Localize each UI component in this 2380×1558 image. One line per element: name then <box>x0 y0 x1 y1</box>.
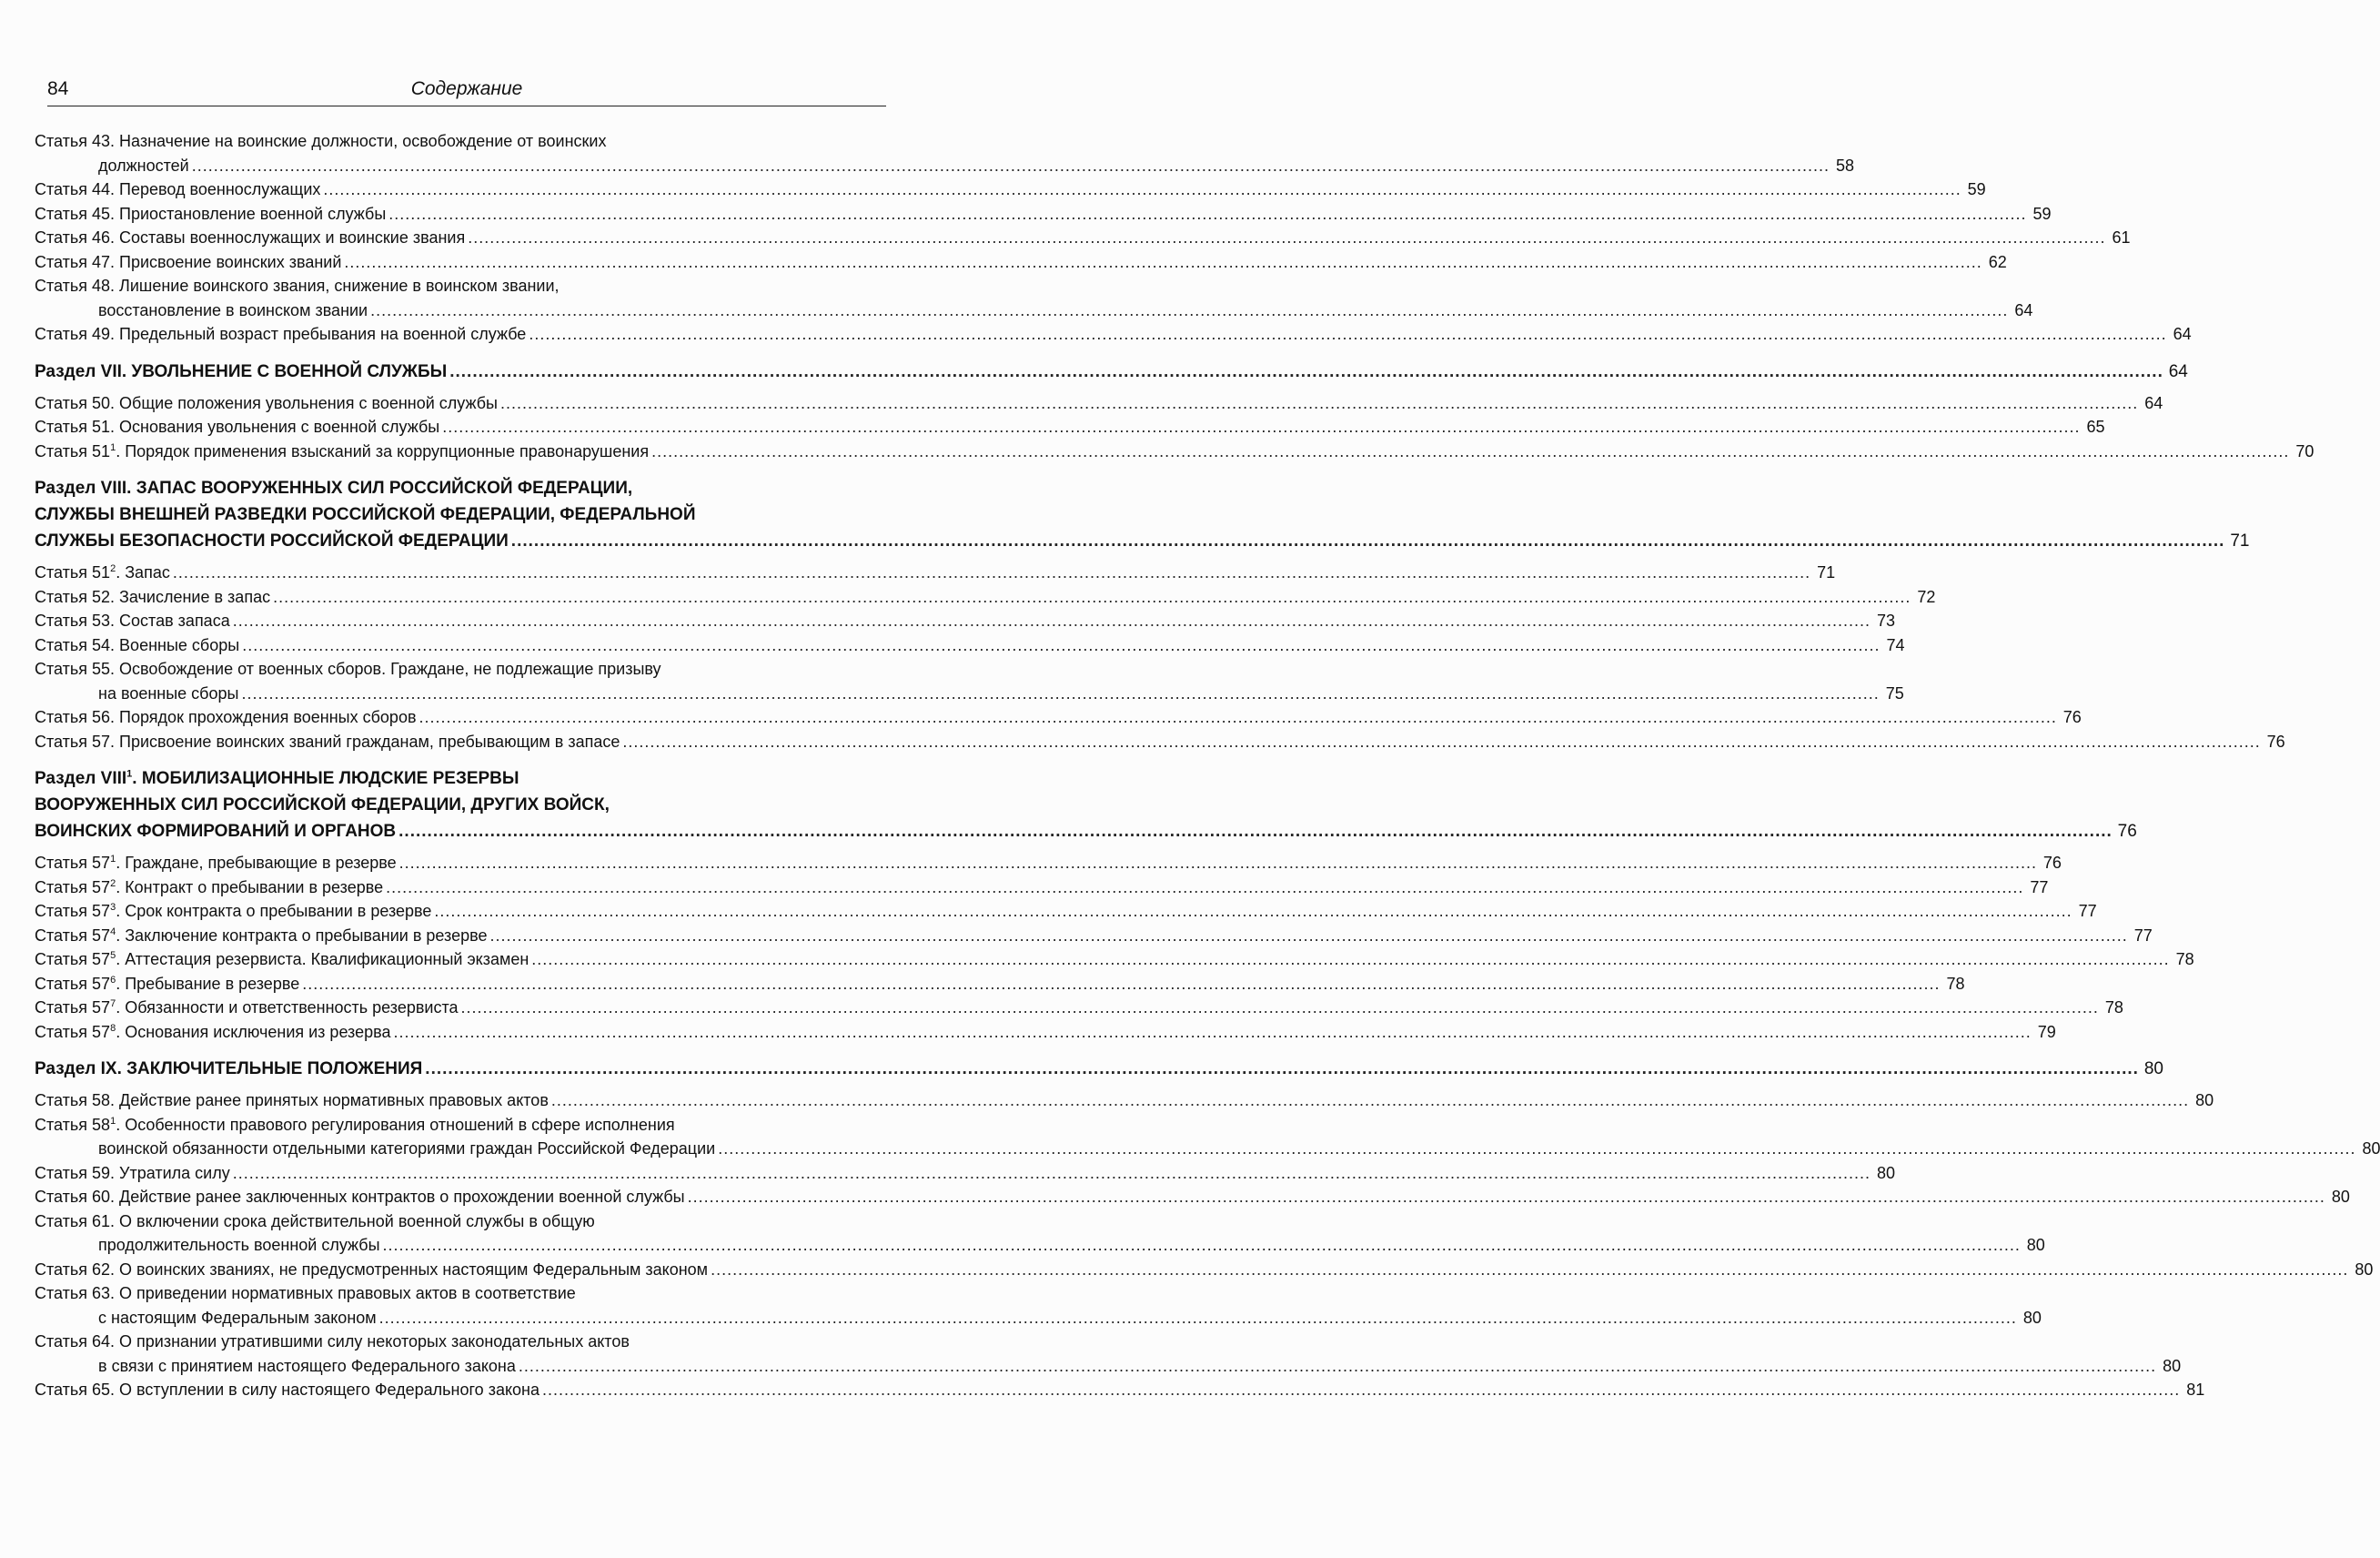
toc-page-number: 71 <box>1817 563 1836 582</box>
toc-page-number: 65 <box>2086 418 2105 436</box>
toc-superscript: 6 <box>110 974 116 986</box>
toc-page-number: 61 <box>2112 228 2131 247</box>
toc-entry <box>35 947 2194 972</box>
toc-entry-text: Раздел VIII$^1$. МОБИЛИЗАЦИОННЫЕ ЛЮДСКИЕ РЕЗЕРВЫ <box>35 768 519 788</box>
toc-page-number: 73 <box>1876 612 1896 630</box>
toc-entry-text: продолжительность военной службы <box>98 1236 380 1254</box>
toc-entry-text: Статья 44. Перевод военнослужащих <box>35 180 321 198</box>
toc-page-number: 77 <box>2030 877 2049 896</box>
toc-page-number: 59 <box>1967 180 1986 198</box>
toc-page-number: 77 <box>2133 926 2153 945</box>
toc-superscript: 8 <box>110 1022 116 1034</box>
toc-superscript: 1 <box>110 1115 116 1127</box>
dot-leader: ............................................................................................................................................................................................................................................................................................................ <box>687 1188 2325 1206</box>
toc-entry <box>35 1258 2374 1282</box>
toc-entry-text: на военные сборы <box>98 683 239 703</box>
toc-entry <box>35 1330 2182 1378</box>
page-header <box>47 76 886 106</box>
toc-superscript: 5 <box>110 950 116 961</box>
toc-entry-text: Статья 48. Лишение воинского звания, снижение в воинском звании, <box>35 277 560 295</box>
dot-leader: ............................................................................................................................................................................................................................................................................................................ <box>323 180 1961 198</box>
toc-page-number: 59 <box>2032 204 2052 223</box>
dot-leader: ............................................................................................................................................................................................................................................................................................................ <box>232 612 1871 630</box>
toc-page-number: 70 <box>2295 441 2314 460</box>
toc-section <box>35 765 2137 845</box>
dot-leader: ............................................................................................................................................................................................................................................................................................................ <box>273 587 1911 606</box>
toc-entry <box>35 1088 2214 1113</box>
toc-entry-text: восстановление в воинском звании <box>98 300 368 319</box>
toc-page-number: 76 <box>2117 822 2137 841</box>
toc-page-number: 64 <box>2014 300 2033 319</box>
toc-entry-text: Статья 47. Присвоение воинских званий <box>35 252 342 271</box>
dot-leader: ............................................................................................................................................................................................................................................................................................................ <box>518 1356 2157 1375</box>
toc-page-number: 76 <box>2062 708 2082 726</box>
toc-entry <box>35 1209 2045 1258</box>
dot-leader: ............................................................................................................................................................................................................................................................................................................ <box>529 325 2167 343</box>
dot-leader: ............................................................................................................................................................................................................................................................................................................ <box>651 441 2290 460</box>
toc-entry-text: Статья 52. Зачисление в запас <box>35 587 271 606</box>
dot-leader: ............................................................................................................................................................................................................................................................................................................ <box>434 902 2072 920</box>
toc-entry-text: Статья $57^5$. Аттестация резервиста. Квалификационный экзамен <box>35 950 529 968</box>
toc-section <box>35 475 2250 554</box>
toc-entry <box>35 274 2033 322</box>
toc-superscript: 7 <box>110 998 116 1009</box>
toc-page-number: 64 <box>2144 393 2163 412</box>
dot-leader: ............................................................................................................................................................................................................................................................................................................ <box>344 252 1982 271</box>
toc-entry <box>35 415 2105 440</box>
dot-leader: ............................................................................................................................................................................................................................................................................................................ <box>382 1236 2021 1254</box>
toc-entry <box>35 705 2082 730</box>
toc-entry-text: Статья 60. Действие ранее заключенных контрактов о прохождении военной службы <box>35 1188 685 1206</box>
toc-page-number: 78 <box>2175 950 2194 968</box>
toc-page-number: 80 <box>2026 1236 2045 1254</box>
dot-leader: ............................................................................................................................................................................................................................................................................................................ <box>302 974 1941 993</box>
toc-entry-text: Статья $57^3$. Срок контракта о пребывании в резерве <box>35 902 432 920</box>
dot-leader: ............................................................................................................................................................................................................................................................................................................ <box>232 1163 1871 1182</box>
toc-entry-text: Статья $57^1$. Граждане, пребывающие в резерве <box>35 854 397 872</box>
toc-entry-text: Статья $57^4$. Заключение контракта о пребывании в резерве <box>35 926 488 945</box>
dot-leader: ............................................................................................................................................................................................................................................................................................................ <box>622 732 2261 751</box>
toc-entry <box>35 322 2192 347</box>
dot-leader: ............................................................................................................................................................................................................................................................................................................ <box>398 854 2037 872</box>
toc-entry-text: СЛУЖБЫ ВНЕШНЕЙ РАЗВЕДКИ РОССИЙСКОЙ ФЕДЕРАЦИИ, ФЕДЕРАЛЬНОЙ <box>35 505 696 524</box>
toc-entry-text: должностей <box>98 156 189 175</box>
toc-entry-text: Раздел VII. УВОЛЬНЕНИЕ С ВОЕННОЙ СЛУЖБЫ <box>35 361 448 381</box>
toc-superscript: 2 <box>110 877 116 889</box>
toc-entry <box>35 633 1905 658</box>
dot-leader: ............................................................................................................................................................................................................................................................................................................ <box>449 361 2163 381</box>
toc-page-number: 76 <box>2266 732 2285 751</box>
dot-leader: ............................................................................................................................................................................................................................................................................................................ <box>542 1381 2181 1399</box>
toc-entry <box>35 1185 2350 1209</box>
toc-entry <box>35 250 2007 275</box>
toc-entry <box>35 851 2062 875</box>
dot-leader: ............................................................................................................................................................................................................................................................................................................ <box>550 1091 2190 1109</box>
toc-entry-text: в связи с принятием настоящего Федерального закона <box>98 1356 516 1375</box>
toc-entry-text: Статья 64. О признании утратившими силу некоторых законодательных актов <box>35 1332 630 1351</box>
toc-superscript: 1 <box>110 854 116 865</box>
dot-leader: ............................................................................................................................................................................................................................................................................................................ <box>378 1308 2017 1327</box>
toc-entry-text: Статья $57^7$. Обязанности и ответственность резервиста <box>35 998 459 1017</box>
toc-entry-text: Статья 43. Назначение на воинские должности, освобождение от воинских <box>35 132 607 150</box>
dot-leader: ............................................................................................................................................................................................................................................................................................................ <box>425 1059 2139 1078</box>
dot-leader: ............................................................................................................................................................................................................................................................................................................ <box>499 393 2139 412</box>
toc-page-number: 64 <box>2173 325 2192 343</box>
toc-entry-text: Статья 46. Составы военнослужащих и воинские звания <box>35 228 466 247</box>
toc-entry <box>35 1113 2380 1161</box>
toc-entry <box>35 177 1986 202</box>
dot-leader: ............................................................................................................................................................................................................................................................................................................ <box>531 950 2170 968</box>
toc-page-number: 77 <box>2078 902 2097 920</box>
toc-entry <box>35 1378 2205 1402</box>
toc-page-number: 80 <box>2355 1260 2374 1279</box>
toc-page-number: 71 <box>2230 531 2250 551</box>
dot-leader: ............................................................................................................................................................................................................................................................................................................ <box>460 998 2099 1017</box>
toc-entry-text: Статья 45. Приостановление военной службы <box>35 204 387 223</box>
toc-entry-text: Статья 56. Порядок прохождения военных сборов <box>35 708 417 726</box>
toc-page-number: 58 <box>1836 156 1855 175</box>
toc-section <box>35 359 2188 385</box>
toc-entry-text: Статья 50. Общие положения увольнения с военной службы <box>35 393 498 412</box>
toc-superscript: 2 <box>110 563 116 574</box>
toc-entry-text: Раздел IX. ЗАКЛЮЧИТЕЛЬНЫЕ ПОЛОЖЕНИЯ <box>35 1059 423 1078</box>
toc-entry-text: Статья 59. Утратила силу <box>35 1163 230 1182</box>
toc-entry-text: Статья $57^6$. Пребывание в резерве <box>35 974 300 993</box>
toc-superscript: 4 <box>110 926 116 937</box>
toc-page-number: 80 <box>2195 1091 2214 1109</box>
page-number: 84 <box>47 78 69 99</box>
toc-entry <box>35 585 1936 610</box>
toc-superscript: 1 <box>126 768 133 780</box>
toc-entry-text: Статья 61. О включении срока действительной военной службы в общую <box>35 1211 595 1230</box>
toc-page-number: 76 <box>2042 854 2062 872</box>
toc-page-number: 80 <box>2022 1308 2042 1327</box>
toc-entry-text: воинской обязанности отдельными категориями граждан Российской Федерации <box>98 1139 716 1158</box>
toc-entry <box>35 561 1836 585</box>
dot-leader: ............................................................................................................................................................................................................................................................................................................ <box>172 563 1811 582</box>
toc-entry-text: Статья 58. Действие ранее принятых нормативных правовых актов <box>35 1091 549 1109</box>
dot-leader: ............................................................................................................................................................................................................................................................................................................ <box>468 228 2106 247</box>
toc-entry-text: Статья 55. Освобождение от военных сборов. Граждане, не подлежащие призыву <box>35 660 661 678</box>
toc-entry-text: Статья 53. Состав запаса <box>35 612 230 630</box>
toc-entry <box>35 440 2314 464</box>
toc-entry-text: Статья $57^8$. Основания исключения из резерва <box>35 1022 391 1041</box>
toc-entry-text: Статья $51^1$. Порядок применения взысканий за коррупционные правонарушения <box>35 441 650 460</box>
toc-entry-text: Статья 54. Военные сборы <box>35 635 240 654</box>
toc-entry-text: Статья $57^2$. Контракт о пребывании в резерве <box>35 877 384 896</box>
toc-entry <box>35 609 1896 633</box>
toc-page-number: 80 <box>2163 1356 2182 1375</box>
toc-entry-text: Раздел VIII. ЗАПАС ВООРУЖЕННЫХ СИЛ РОССИЙСКОЙ ФЕДЕРАЦИИ, <box>35 479 633 498</box>
running-title: Содержание <box>410 78 523 99</box>
table-of-contents <box>35 129 2380 1402</box>
dot-leader: ............................................................................................................................................................................................................................................................................................................ <box>191 156 1830 175</box>
toc-entry-text: ВООРУЖЕННЫХ СИЛ РОССИЙСКОЙ ФЕДЕРАЦИИ, ДРУГИХ ВОЙСК, <box>35 795 610 814</box>
toc-page-number: 78 <box>1946 974 1965 993</box>
toc-entry-text: Статья $58^1$. Особенности правового регулирования отношений в сфере исполнения <box>35 1115 675 1134</box>
dot-leader: ............................................................................................................................................................................................................................................................................................................ <box>442 418 2081 436</box>
toc-page-number: 79 <box>2037 1022 2056 1041</box>
toc-page-number: 78 <box>2104 998 2123 1017</box>
dot-leader: ............................................................................................................................................................................................................................................................................................................ <box>370 300 2009 319</box>
toc-entry-text: Статья 62. О воинских званиях, не предусмотренных настоящим Федеральным законом <box>35 1260 709 1279</box>
toc-page-number: 81 <box>2186 1381 2205 1399</box>
dot-leader: ............................................................................................................................................................................................................................................................................................................ <box>388 204 2027 223</box>
toc-entry-text: Статья 57. Присвоение воинских званий гражданам, пребывающим в запасе <box>35 732 620 751</box>
dot-leader: ............................................................................................................................................................................................................................................................................................................ <box>718 1139 2356 1158</box>
toc-section <box>35 1056 2163 1082</box>
toc-entry-text: Статья 65. О вступлении в силу настоящего Федерального закона <box>35 1381 540 1399</box>
toc-entry <box>35 730 2285 754</box>
dot-leader: ............................................................................................................................................................................................................................................................................................................ <box>241 683 1880 703</box>
toc-entry <box>35 657 1904 705</box>
toc-page-number: 62 <box>1988 252 2007 271</box>
dot-leader: ............................................................................................................................................................................................................................................................................................................ <box>510 531 2225 551</box>
dot-leader: ............................................................................................................................................................................................................................................................................................................ <box>398 822 2113 841</box>
toc-entry-text: Статья 63. О приведении нормативных правовых актов в соответствие <box>35 1284 576 1302</box>
toc-page-number: 80 <box>2143 1059 2163 1078</box>
toc-entry-text: СЛУЖБЫ БЕЗОПАСНОСТИ РОССИЙСКОЙ ФЕДЕРАЦИИ <box>35 531 509 551</box>
toc-page-number: 72 <box>1917 587 1936 606</box>
dot-leader: ............................................................................................................................................................................................................................................................................................................ <box>386 877 2024 896</box>
toc-superscript: 1 <box>110 441 116 453</box>
toc-entry-text: Статья $51^2$. Запас <box>35 563 170 582</box>
toc-page-number: 74 <box>1886 635 1905 654</box>
toc-superscript: 3 <box>110 902 116 913</box>
dot-leader: ............................................................................................................................................................................................................................................................................................................ <box>393 1022 2032 1041</box>
toc-entry-text: Статья 49. Предельный возраст пребывания на военной службе <box>35 325 527 343</box>
dot-leader: ............................................................................................................................................................................................................................................................................................................ <box>419 708 2057 726</box>
toc-entry-text: Статья 51. Основания увольнения с военной службы <box>35 418 440 436</box>
toc-page-number: 80 <box>1877 1163 1896 1182</box>
toc-entry <box>35 875 2049 900</box>
toc-entry <box>35 129 1855 177</box>
toc-entry <box>35 226 2131 250</box>
toc-entry <box>35 972 1965 997</box>
toc-entry <box>35 996 2123 1020</box>
toc-entry-text: с настоящим Федеральным законом <box>98 1308 377 1327</box>
toc-page-number: 75 <box>1885 683 1904 703</box>
toc-page-number: 80 <box>2331 1188 2350 1206</box>
toc-page-number: 64 <box>2168 361 2188 381</box>
toc-entry <box>35 202 2052 227</box>
toc-entry <box>35 924 2153 948</box>
toc-entry <box>35 899 2097 924</box>
dot-leader: ............................................................................................................................................................................................................................................................................................................ <box>489 926 2128 945</box>
dot-leader: ............................................................................................................................................................................................................................................................................................................ <box>242 635 1881 654</box>
dot-leader: ............................................................................................................................................................................................................................................................................................................ <box>711 1260 2349 1279</box>
toc-entry <box>35 1161 1896 1186</box>
toc-page-number: 80 <box>2362 1139 2380 1158</box>
toc-entry <box>35 1020 2056 1045</box>
toc-entry-text: ВОИНСКИХ ФОРМИРОВАНИЙ И ОРГАНОВ <box>35 822 397 841</box>
toc-entry <box>35 391 2163 416</box>
toc-entry <box>35 1281 2042 1330</box>
